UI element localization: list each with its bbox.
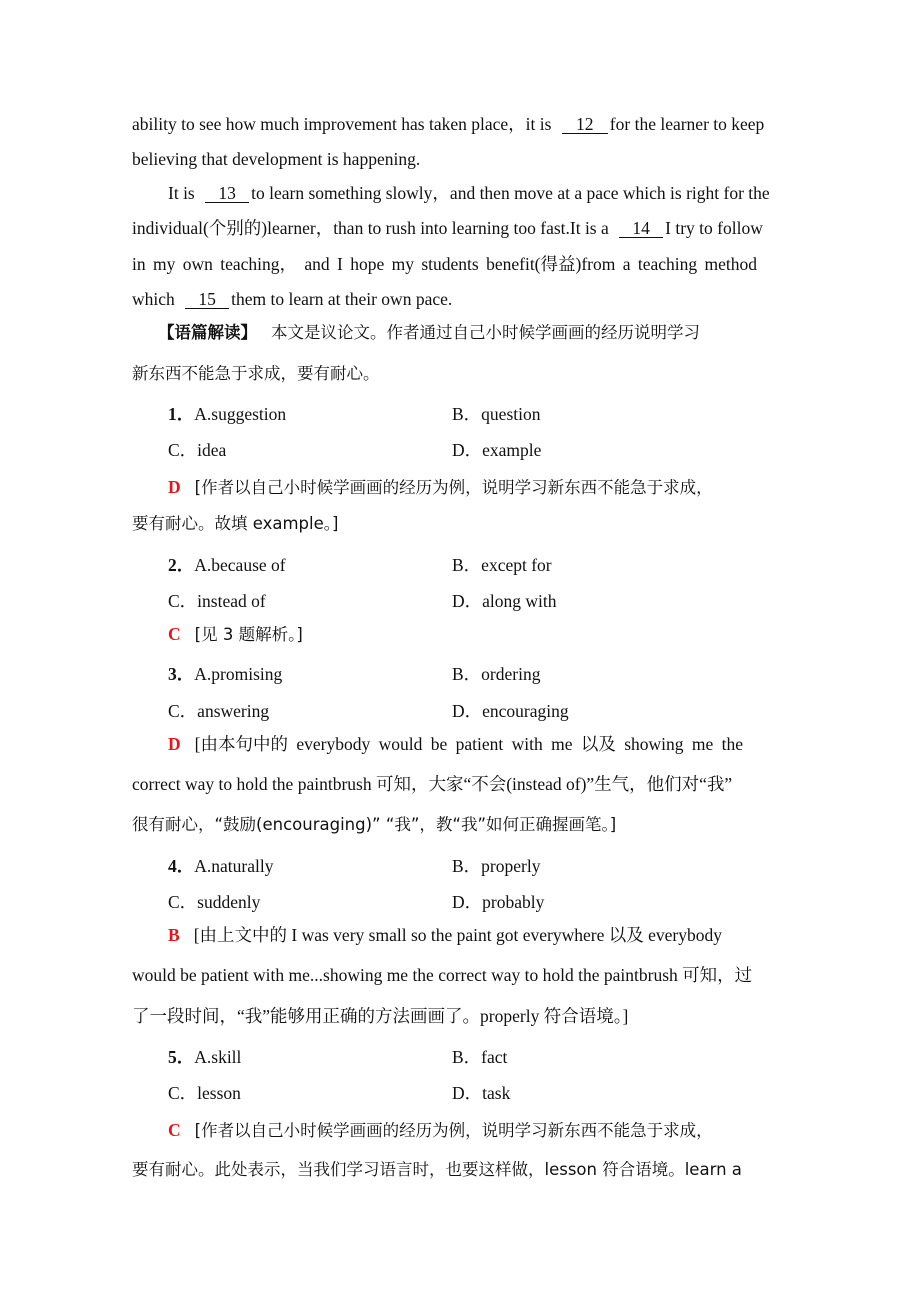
question-4-option-c: C．suddenly <box>168 892 261 912</box>
passage-line <box>168 182 770 204</box>
question-4-option-d: D．probably <box>452 892 545 912</box>
question-4-explanation-cont: would be patient with me...showing me the correct way to hold the paintbrush 可知，过 <box>132 965 753 985</box>
passage-text: individual(个别的)learner，than to rush into learning too fast.It is a <box>132 218 614 238</box>
analysis-text: 本文是议论文。作者通过自己小时候学画画的经历说明学习 <box>271 323 700 342</box>
passage-line <box>132 113 764 135</box>
question-3-explanation-cont: 很有耐心，“鼓励(encouraging)” “我”，教“我”如何正确握画笔。] <box>132 815 617 834</box>
answer-letter: C <box>168 1120 181 1140</box>
question-5-explanation-cont: 要有耐心。此处表示，当我们学习语言时，也要这样做，lesson 符合语境。learn a <box>132 1160 742 1179</box>
analysis-label: 【语篇解读】 <box>158 323 257 342</box>
answer-letter: D <box>168 477 181 497</box>
question-5-option-a: 5．A.skill <box>168 1047 242 1067</box>
question-2-option-a: 2．A.because of <box>168 555 286 575</box>
passage-text: to learn something slowly，and then move at a pace which is right for the <box>251 183 770 203</box>
question-5-option-c: C．lesson <box>168 1083 241 1103</box>
question-1-option-d: D．example <box>452 440 542 460</box>
question-3-explanation-cont: correct way to hold the paintbrush 可知，大家“不会(instead of)”生气，他们对“我” <box>132 774 733 794</box>
blank-13: 13 <box>205 184 249 203</box>
analysis-line <box>158 322 700 344</box>
question-2-option-d: D．along with <box>452 591 557 611</box>
question-3-explanation: D [由本句中的 everybody would be patient with me 以及 showing me the <box>168 734 744 754</box>
question-1-explanation: D [作者以自己小时候学画画的经历为例，说明学习新东西不能急于求成， <box>168 477 713 497</box>
question-3-option-a: 3．A.promising <box>168 664 283 684</box>
question-4-explanation-cont: 了一段时间，“我”能够用正确的方法画画了。properly 符合语境。] <box>132 1006 629 1026</box>
passage-line: believing that development is happening. <box>132 149 421 169</box>
question-1-explanation-cont: 要有耐心。故填 example。] <box>132 514 339 533</box>
question-1-option-c: C．idea <box>168 440 227 460</box>
passage-text: them to learn at their own pace. <box>231 289 453 309</box>
question-5-option-b: B．fact <box>452 1047 508 1067</box>
question-4-explanation: B [由上文中的 I was very small so the paint got everywhere 以及 everybody <box>168 925 722 945</box>
question-4-option-a: 4．A.naturally <box>168 856 274 876</box>
answer-letter: B <box>168 925 180 945</box>
answer-letter: C <box>168 624 181 644</box>
question-5-option-d: D．task <box>452 1083 511 1103</box>
analysis-line: 新东西不能急于求成，要有耐心。 <box>132 364 380 383</box>
question-3-option-d: D．encouraging <box>452 701 569 721</box>
question-3-option-c: C．answering <box>168 701 270 721</box>
question-1-option-b: B．question <box>452 404 541 424</box>
question-5-explanation: C [作者以自己小时候学画画的经历为例，说明学习新东西不能急于求成， <box>168 1120 713 1140</box>
passage-text: which <box>132 289 180 309</box>
blank-15: 15 <box>185 290 229 309</box>
blank-14: 14 <box>619 219 663 238</box>
passage-line <box>132 217 763 239</box>
question-4-option-b: B．properly <box>452 856 541 876</box>
question-3-option-b: B．ordering <box>452 664 541 684</box>
blank-12: 12 <box>562 115 608 134</box>
question-2-explanation: C [见 3 题解析。] <box>168 624 303 644</box>
passage-text: for the learner to keep <box>609 114 765 134</box>
passage-line: in my own teaching， and I hope my students benefit(得益)from a teaching method <box>132 254 758 274</box>
question-2-option-b: B．except for <box>452 555 552 575</box>
answer-letter: D <box>168 734 181 754</box>
passage-text: It is <box>168 183 200 203</box>
question-2-option-c: C．instead of <box>168 591 266 611</box>
passage-text: I try to follow <box>665 218 763 238</box>
passage-line <box>132 288 452 310</box>
question-1-option-a: 1．A.suggestion <box>168 404 287 424</box>
passage-text: ability to see how much improvement has taken place，it is <box>132 114 556 134</box>
